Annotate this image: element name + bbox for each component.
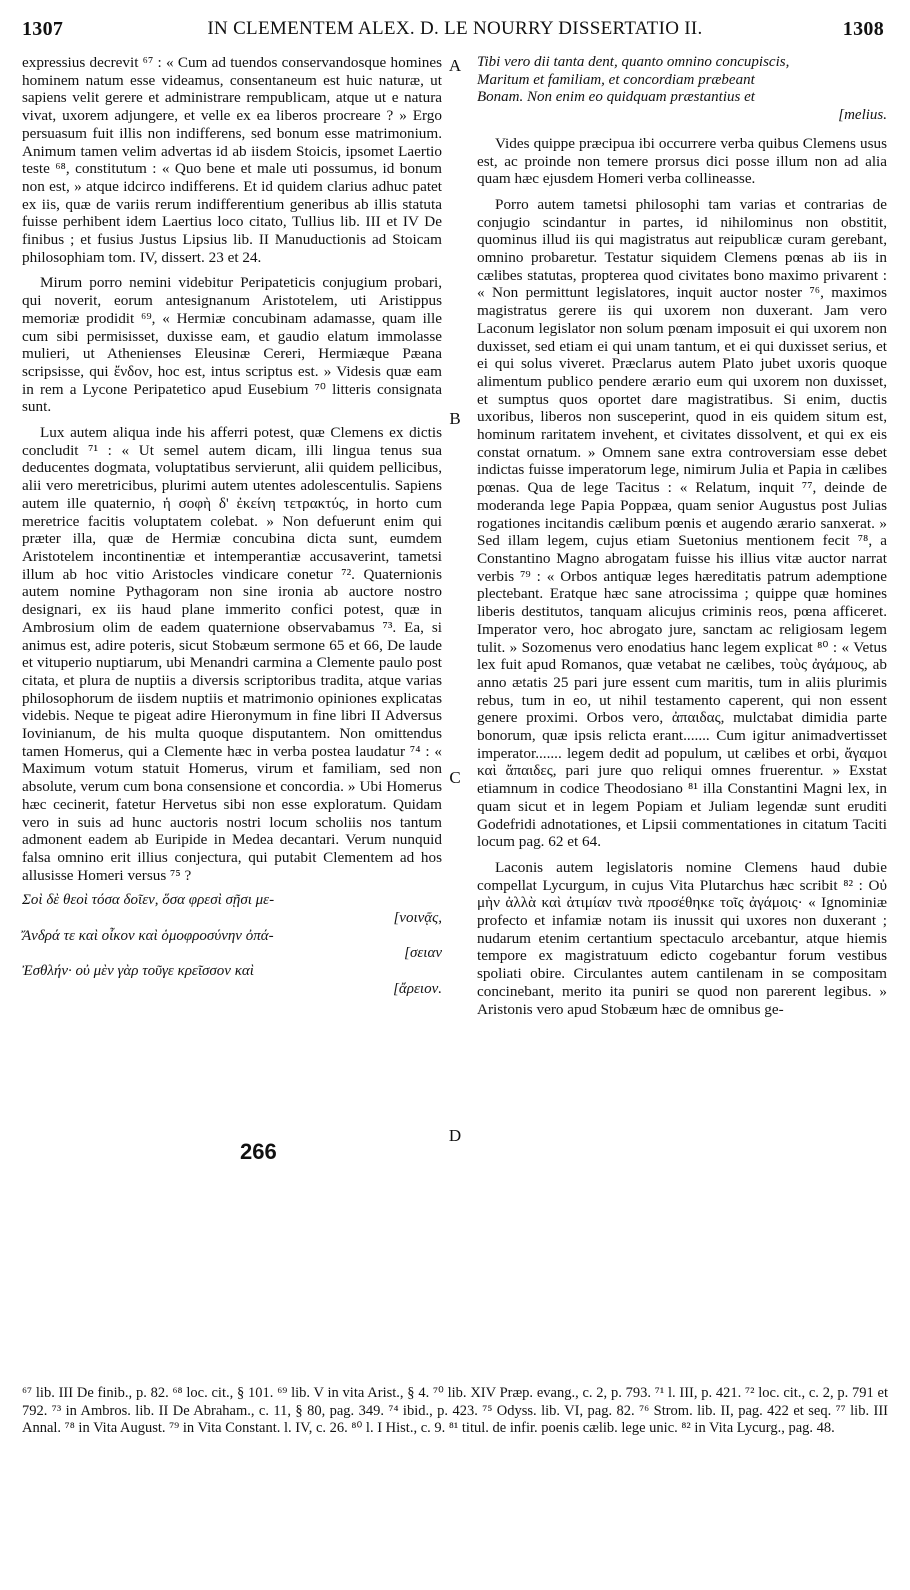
verse-continuation: [ἄρειον. (393, 980, 442, 997)
verse-line: Maritum et familiam, et concordiam præbeant (477, 71, 755, 88)
margin-marker-a: A (448, 56, 462, 75)
paragraph: Laconis autem legislatoris nomine Clemens haud dubie compellat Lycurgum, in cujus Vita Plutarchus hæc scribit ⁸² : Οὐ μὴν ἀλλὰ καὶ ἀτιμίαν τινὰ προσέθηκε τοῖς ἀγάμοις· « Ignominiæ profecto et infamiæ notam iis inussit qui uxores non duxerant ; nudarum etenim certantium spectaculo arcebantur, atque hiemis tempore ex magistratuum edicto cogebantur forum vestibus spoliati obire. Circulantes autem cantilenam in se compositam concinebant, merito ita puniri se quod non parerent legibus. » Aristonis vero apud Stobæum hæc de omnibus ge- (477, 858, 887, 1018)
running-title: IN CLEMENTEM ALEX. D. LE NOURRY DISSERTATIO II. (207, 18, 703, 39)
verse-line: Tibi vero dii tanta dent, quanto omnino concupiscis, (477, 54, 790, 70)
page-header (0, 18, 910, 52)
left-page-number: 1307 (22, 18, 64, 40)
paragraph: Vides quippe præcipua ibi occurrere verba quibus Clemens usus est, ac proinde non temere prorsus dici posse illum non ad alia quam hæc ejusdem Homeri verba collineasse. (477, 134, 887, 188)
footnotes: ⁶⁷ lib. III De finib., p. 82. ⁶⁸ loc. cit., § 101. ⁶⁹ lib. V in vita Arist., § 4. ⁷⁰ lib. XIV Præp. evang., c. 2, p. 793. ⁷¹ l. III, p. 421. ⁷² loc. cit., c. 2, p. 791 et 792. ⁷³ in Ambros. lib. II De Abraham., c. 11, § 80, pag. 349. ⁷⁴ ibid., p. 423. ⁷⁵ Odyss. lib. VI, pag. 82. ⁷⁶ Strom. lib. II, pag. 422 et seq. ⁷⁷ lib. III Annal. ⁷⁸ in Vita August. ⁷⁹ in Vita Constant. l. IV, c. 26. ⁸⁰ l. I Hist., c. 9. ⁸¹ titul. de infir. poenis cælib. lege unic. ⁸² in Vita Lycurg., pag. 48. (22, 1385, 888, 1436)
paragraph: Porro autem tametsi philosophi tam varias et contrarias de conjugio scindantur in partes, id nihilominus non obstitit, quominus illud iis qui magistratus aut reipublicæ curam gerebant, omnino probaretur. Testatur siquidem Clemens pœnas ab iis in cælibes statutas, propterea quod civitates bono maximo privarent : « Non permittunt legislatores, inquit auctor noster ⁷⁶, maximos magistratus gerere iis qui uxorem non duxerant. Jam vero Laconum legislator non solum pœnam imposuit ei qui uxorem non duxisset, sed etiam ei qui unam tantum, et ei qui duxisset serius, et ei qui solus viveret. Præclarus autem Plato jubet uxoris quoque alimentum publico pendere ærario eum qui uxorem non duxisset, et sumptus quos oportet dare magistratibus. Si enim, ductis uxoribus, liberos non susceperint, quod in eis quidem situm est, hominum raritatem invehent, et civitates dissolvent, et qui ex eis constat ornatum. » Omnem sane extra controversiam esse debet indictas fuisse imperatorum lege, nimirum Julia et Papia in cælibes pœnas. Qua de lege Tacitus : « Relatum, inquit ⁷⁷, deinde de moderanda lege Papia Poppæa, quam senior Augustus post Julias rogationes incitandis cælibum pœnis et augendo ærario sanxerat. » Sed illam legem, cujus etiam Suetonius mentionem fecit ⁷⁸, a Constantino Magno abrogatam fuisse his illius vitæ auctor narrat verbis ⁷⁹ : « Orbos antiquæ leges hæreditatis patrum ademptione plectebant. Eratque hæc sane atrocissima ; quippe quæ homines liberis destitutos, tanquam alicujus criminis reos, pœna afficeret. Imperator vero, hoc abrogato jure, sanctam ac religiosam legem tulit. » Sozomenus vero enodatius hanc legem explicat ⁸⁰ : « Vetus lex fuit apud Romanos, quæ vetabat ne cælibes, τοὺς ἀγάμους, ab anno ætatis 25 pari jure essent cum maritis, tum in aliis plurimis rebus, tum in eo, ut nihil testamento caperent, qui non essent genere proximi. Orbos vero, ἀπαιδας, mulctabat dimidia parte bonorum, quæ ipsis relicta erant....... Cum igitur animadvertisset imperator....... legem dedit ad populum, ut cælibes et orbi, ἄγαμοι καὶ ἄπαιδες, pari jure quo reliqui omnes fruerentur. » Exstat etiamnum in codice Theodosiano ⁸¹ illa Constantini Magni lex, in quam sicut et in legem Popiam et Juliam legendæ sunt eruditi Godefridi adnotationes, et Lipsii commentationes in citatum Taciti locum pag. 62 et 64. (477, 195, 887, 851)
greek-verse (22, 892, 442, 998)
paragraph: expressius decrevit ⁶⁷ : « Cum ad tuendos conservandosque homines hominem natum esse videamus, consentaneum est huic naturæ, ut sapiens velit gerere et administrare rempublicam, atque ut e natura vivat, uxorem adjungere, et velle ex ea liberos procreare ? » Ergo persuasum fuit illis non indifferens, sed bonum esse matrimonium. Animum tamen velim advertas id ab iisdem Stoicis, ipsomet Laertio teste ⁶⁸, constitutum : « Quo bene et male uti possumus, id bonum non est, » atque idcirco indifferens. Et id quidem clarius adhuc patet ex iis, quæ de variis rerum indifferentium generibus ab illis statuta fuisse perhibent idem Laertius loco citato, Tullius lib. III et IV De finibus ; et fusius Justus Lipsius lib. II Manuductionis ad Stoicam philosophiam tom. IV, dissert. 23 et 24. (22, 54, 442, 266)
margin-marker-c: C (449, 768, 461, 787)
right-page-number: 1308 (842, 18, 884, 40)
paragraph: Lux autem aliqua inde his afferri potest, quæ Clemens ex dictis concludit ⁷¹ : « Ut semel autem dicam, illi lingua tenus sua deducentes dogmata, voluptatibus servierunt, alii quidem pellicibus, alii vero meretricibus, plurimi autem utentes adolescentulis. Sapiens autem ille quaternio, ἡ σοφὴ δ' ἐκείνη τετρακτύς, in horto cum meretrice facitis voluptatem colebat. » Non defuerunt enim qui præter illa, quæ de Hermiæ concubina dicta sunt, eumdem Aristotelem incontinentiæ et intemperantiæ accusaverint, tametsi illum ab hoc vitio Aristocles vindicare conetur ⁷². Quaternionis autem nomine Pythagoram non sine ironia ab auctore nostro designari, ex iis haud plane immerito confici potest, quæ in Ambrosium olim de eadem quaternione observabamus ⁷³. Ea, si animus est, adire poteris, sicut Stobæum sermone 65 et 66, De laude et vituperio nuptiarum, ubi Menandri carmina a Clemente paulo post citata, et plura de nuptiis a diversis scriptoribus tradita, atque varias philosophorum de iisdem nuptiis et matrimonio opiniones explicatas videbis. Neque te pigeat adire Hieronymum in fine libri II Adversus Iovinianum, de his multa quoque disputantem. Non omittendus tamen Homerus, qui a Clemente hæc in verba postea laudatur ⁷⁴ : « Maximum votum statuit Homerus, virum et familiam, sed non absolute, verum cum bona consensione et concordia. » Ubi Homerus hæc cecinerit, fatetur Hervetus sibi non esse exploratum. Quidam vero in suis ad hunc auctoris nostri locum scholiis nos tantum admonent eadem ab Euripide in Medea decantari. Verum nunquid falsa omnino erit illius conjectura, qui putabit Clementem ad hos allusisse Homeri versus ⁷⁵ ? (22, 424, 442, 884)
center-page-number: 266 (240, 1139, 277, 1164)
verse-continuation: [melius. (838, 107, 887, 124)
right-column (477, 54, 887, 1026)
margin-marker-b: B (449, 409, 461, 428)
left-column (22, 54, 442, 999)
verse-continuation: [σειαν (404, 945, 442, 962)
verse-line: Ἐσθλήν· οὐ μὲν γὰρ τοῦγε κρεῖσσον καὶ (22, 963, 254, 980)
paragraph: Mirum porro nemini videbitur Peripateticis conjugium probari, qui noverit, eorum antesignanum Aristotelem, uti Aristippus memoriæ prodidit ⁶⁹, « Hermiæ concubinam adamasse, quam ille cum sibi permisisset, duxisse eam, et gaudio elatum immolasse mulieri, ut Athenienses Eleusinæ Cereri, Hermiæque Pæana scripsisse, qui ἔνδον, hoc est, intus scriptus est. » Videsis quæ eam in rem a Lycone Peripatetico apud Eusebium ⁷⁰ litteris consignata sunt. (22, 274, 442, 416)
verse-line: Ἄνδρά τε καὶ οἶκον καὶ ὁμοφροσύνην ὀπά- (22, 927, 274, 944)
verse-continuation: [νοινᾷς, (393, 910, 442, 927)
latin-verse (477, 54, 887, 125)
margin-marker-d: D (448, 1126, 462, 1145)
verse-line: Bonam. Non enim eo quidquam præstantius et (477, 89, 755, 106)
verse-line: Σοὶ δὲ θεοὶ τόσα δοῖεν, ὅσα φρεσὶ σῇσι με- (22, 892, 275, 909)
